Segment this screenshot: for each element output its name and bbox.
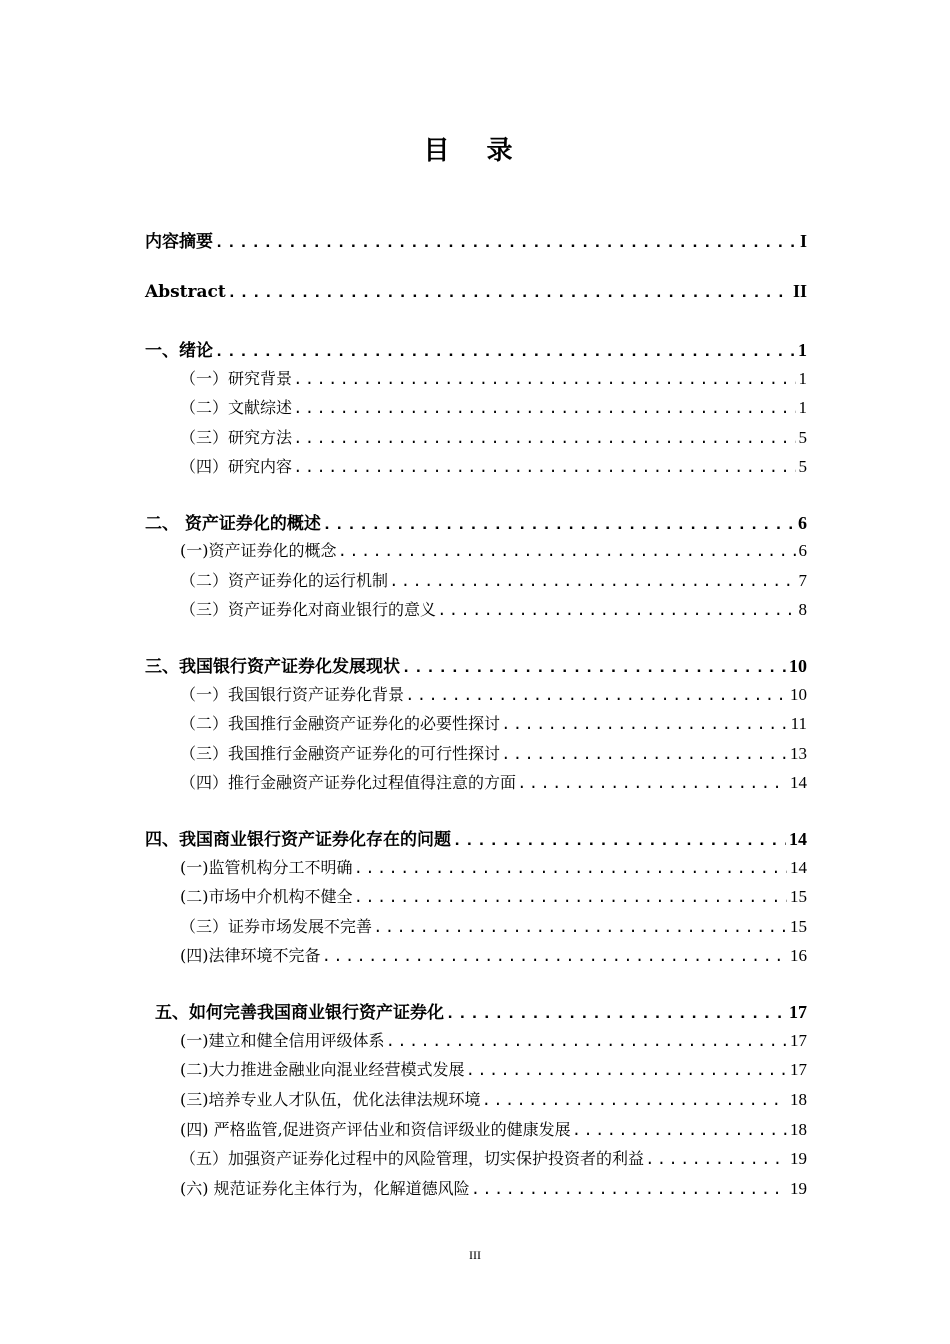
toc-entry-text: (一)资产证券化的概念 <box>180 541 337 560</box>
toc-entry-page: 8 <box>798 600 807 619</box>
toc-entry[interactable] <box>180 1146 807 1169</box>
toc-leader-dots <box>437 602 795 620</box>
toc-leader-dots <box>572 1122 787 1140</box>
toc-entry-text: （一）我国银行资产证券化背景 <box>180 685 405 704</box>
toc-entry-text: (四) 严格监管,促进资产评估业和资信评级业的健康发展 <box>180 1120 571 1139</box>
toc-leader-dots <box>293 430 795 448</box>
toc-entry-text: （五）加强资产证券化过程中的风险管理，切实保护投资者的利益 <box>180 1149 645 1168</box>
toc-entry[interactable] <box>180 366 807 389</box>
toc-leader-dots <box>293 371 795 389</box>
toc-leader-dots <box>471 1181 787 1199</box>
toc-entry[interactable] <box>180 711 807 734</box>
toc-entry[interactable] <box>145 825 807 851</box>
toc-entry[interactable] <box>145 336 807 362</box>
toc-entry-page: 6 <box>798 541 807 560</box>
toc-entry-text: (一)建立和健全信用评级体系 <box>180 1031 385 1050</box>
toc-leader-dots <box>373 919 787 937</box>
toc-leader-dots <box>501 746 787 764</box>
toc-entry-page: 16 <box>790 946 807 965</box>
toc-entry-text: （二）文献综述 <box>180 398 293 417</box>
toc-entry-text: （三）资产证券化对商业银行的意义 <box>180 600 437 619</box>
toc-entry-text: Abstract <box>145 282 226 302</box>
toc-entry-text: 五、如何完善我国商业银行资产证券化 <box>155 1003 444 1023</box>
toc-entry[interactable] <box>180 884 807 907</box>
toc-entry-page: 18 <box>790 1090 807 1109</box>
toc-entry-text: （三）我国推行金融资产证券化的可行性探讨 <box>180 744 501 763</box>
toc-entry[interactable] <box>180 568 807 591</box>
toc-leader-dots <box>293 400 795 418</box>
toc-entry[interactable] <box>180 538 807 561</box>
toc-entry-text: (二)大力推进金融业向混业经营模式发展 <box>180 1060 465 1079</box>
toc-leader-dots <box>466 1062 788 1080</box>
toc-entry[interactable] <box>145 509 807 535</box>
toc-entry-text: 内容摘要 <box>145 232 213 252</box>
toc-leader-dots <box>214 343 795 362</box>
toc-entry-text: （四）研究内容 <box>180 457 293 476</box>
toc-leader-dots <box>227 284 790 303</box>
toc-entry-text: （二）资产证券化的运行机制 <box>180 571 389 590</box>
toc-entry[interactable] <box>180 943 807 966</box>
toc-entry-page: 11 <box>790 714 807 733</box>
toc-leader-dots <box>517 775 787 793</box>
toc-entry-page: 7 <box>798 571 807 590</box>
toc-entry[interactable] <box>180 855 807 878</box>
toc-entry-page: 18 <box>790 1120 807 1139</box>
toc-entry-text: (一)监管机构分工不明确 <box>180 858 353 877</box>
toc-entry-page: 19 <box>790 1179 807 1198</box>
toc-leader-dots <box>389 573 795 591</box>
toc-entry[interactable] <box>180 395 807 418</box>
toc-entry[interactable] <box>180 1176 807 1199</box>
toc-entry-text: （一）研究背景 <box>180 369 293 388</box>
toc-leader-dots <box>354 889 788 907</box>
toc-entry-page: 17 <box>790 1031 807 1050</box>
toc-entry[interactable] <box>145 281 807 303</box>
toc-entry-text: （二）我国推行金融资产证券化的必要性探讨 <box>180 714 501 733</box>
toc-leader-dots <box>354 860 788 878</box>
toc-entry-page: 17 <box>790 1060 807 1079</box>
toc-entry[interactable] <box>145 227 807 253</box>
toc-entry-page: 15 <box>790 917 807 936</box>
toc-entry[interactable] <box>180 1087 807 1110</box>
toc-entry-page: 5 <box>798 457 807 476</box>
toc-entry[interactable] <box>180 1057 807 1080</box>
toc-entry-page: 1 <box>798 340 807 360</box>
toc-entry-page: 13 <box>790 744 807 763</box>
toc-leader-dots <box>214 234 797 253</box>
toc-entry-text: (六) 规范证券化主体行为，化解道德风险 <box>180 1179 470 1198</box>
toc-entry-page: 1 <box>798 398 807 417</box>
toc-leader-dots <box>322 516 795 535</box>
toc-leader-dots <box>322 948 788 966</box>
page-title: 目 录 <box>423 136 527 166</box>
toc-entry[interactable] <box>180 1028 807 1051</box>
toc-entry-page: 14 <box>789 829 807 849</box>
toc-entry[interactable] <box>180 597 807 620</box>
toc-leader-dots <box>482 1092 788 1110</box>
toc-entry[interactable] <box>155 998 807 1024</box>
toc-entry-page: 14 <box>790 773 807 792</box>
toc-entry-page: II <box>792 281 807 301</box>
toc-entry[interactable] <box>180 682 807 705</box>
toc-entry-text: 二、 资产证券化的概述 <box>145 514 321 534</box>
toc-entry-page: 15 <box>790 887 807 906</box>
toc-leader-dots <box>405 687 787 705</box>
toc-entry[interactable] <box>180 741 807 764</box>
toc-entry-text: 四、我国商业银行资产证券化存在的问题 <box>145 830 451 850</box>
toc-entry[interactable] <box>180 425 807 448</box>
toc-entry-page: 10 <box>790 685 807 704</box>
toc-entry-text: （三）证券市场发展不完善 <box>180 917 373 936</box>
toc-entry[interactable] <box>180 770 807 793</box>
toc-entry-page: 5 <box>798 428 807 447</box>
toc-entry[interactable] <box>145 652 807 678</box>
toc-entry-page: 10 <box>789 656 807 676</box>
toc-entry-page: 1 <box>798 369 807 388</box>
page-number: III <box>469 1248 481 1262</box>
toc-leader-dots <box>293 459 795 477</box>
toc-entry[interactable] <box>180 454 807 477</box>
toc-entry-text: （四）推行金融资产证券化过程值得注意的方面 <box>180 773 517 792</box>
toc-entry-page: 19 <box>790 1149 807 1168</box>
toc-entry-page: 6 <box>798 513 807 533</box>
toc-leader-dots <box>501 716 788 734</box>
toc-leader-dots <box>401 659 786 678</box>
toc-entry[interactable] <box>180 914 807 937</box>
toc-entry-text: 三、我国银行资产证券化发展现状 <box>145 657 400 677</box>
toc-entry-text: (四)法律环境不完备 <box>180 946 321 965</box>
toc-entry[interactable] <box>180 1117 807 1140</box>
toc-leader-dots <box>445 1005 786 1024</box>
toc-entry-text: 一、绪论 <box>145 341 213 361</box>
toc-leader-dots <box>645 1151 787 1169</box>
toc-leader-dots <box>386 1033 788 1051</box>
toc-entry-text: (三)培养专业人才队伍，优化法律法规环境 <box>180 1090 481 1109</box>
toc-entry-page: 14 <box>790 858 807 877</box>
toc-entry-text: (二)市场中介机构不健全 <box>180 887 353 906</box>
toc-leader-dots <box>452 832 786 851</box>
toc-entry-text: （三）研究方法 <box>180 428 293 447</box>
toc-leader-dots <box>338 543 796 561</box>
toc-entry-page: I <box>799 231 807 251</box>
toc-entry-page: 17 <box>789 1002 807 1022</box>
